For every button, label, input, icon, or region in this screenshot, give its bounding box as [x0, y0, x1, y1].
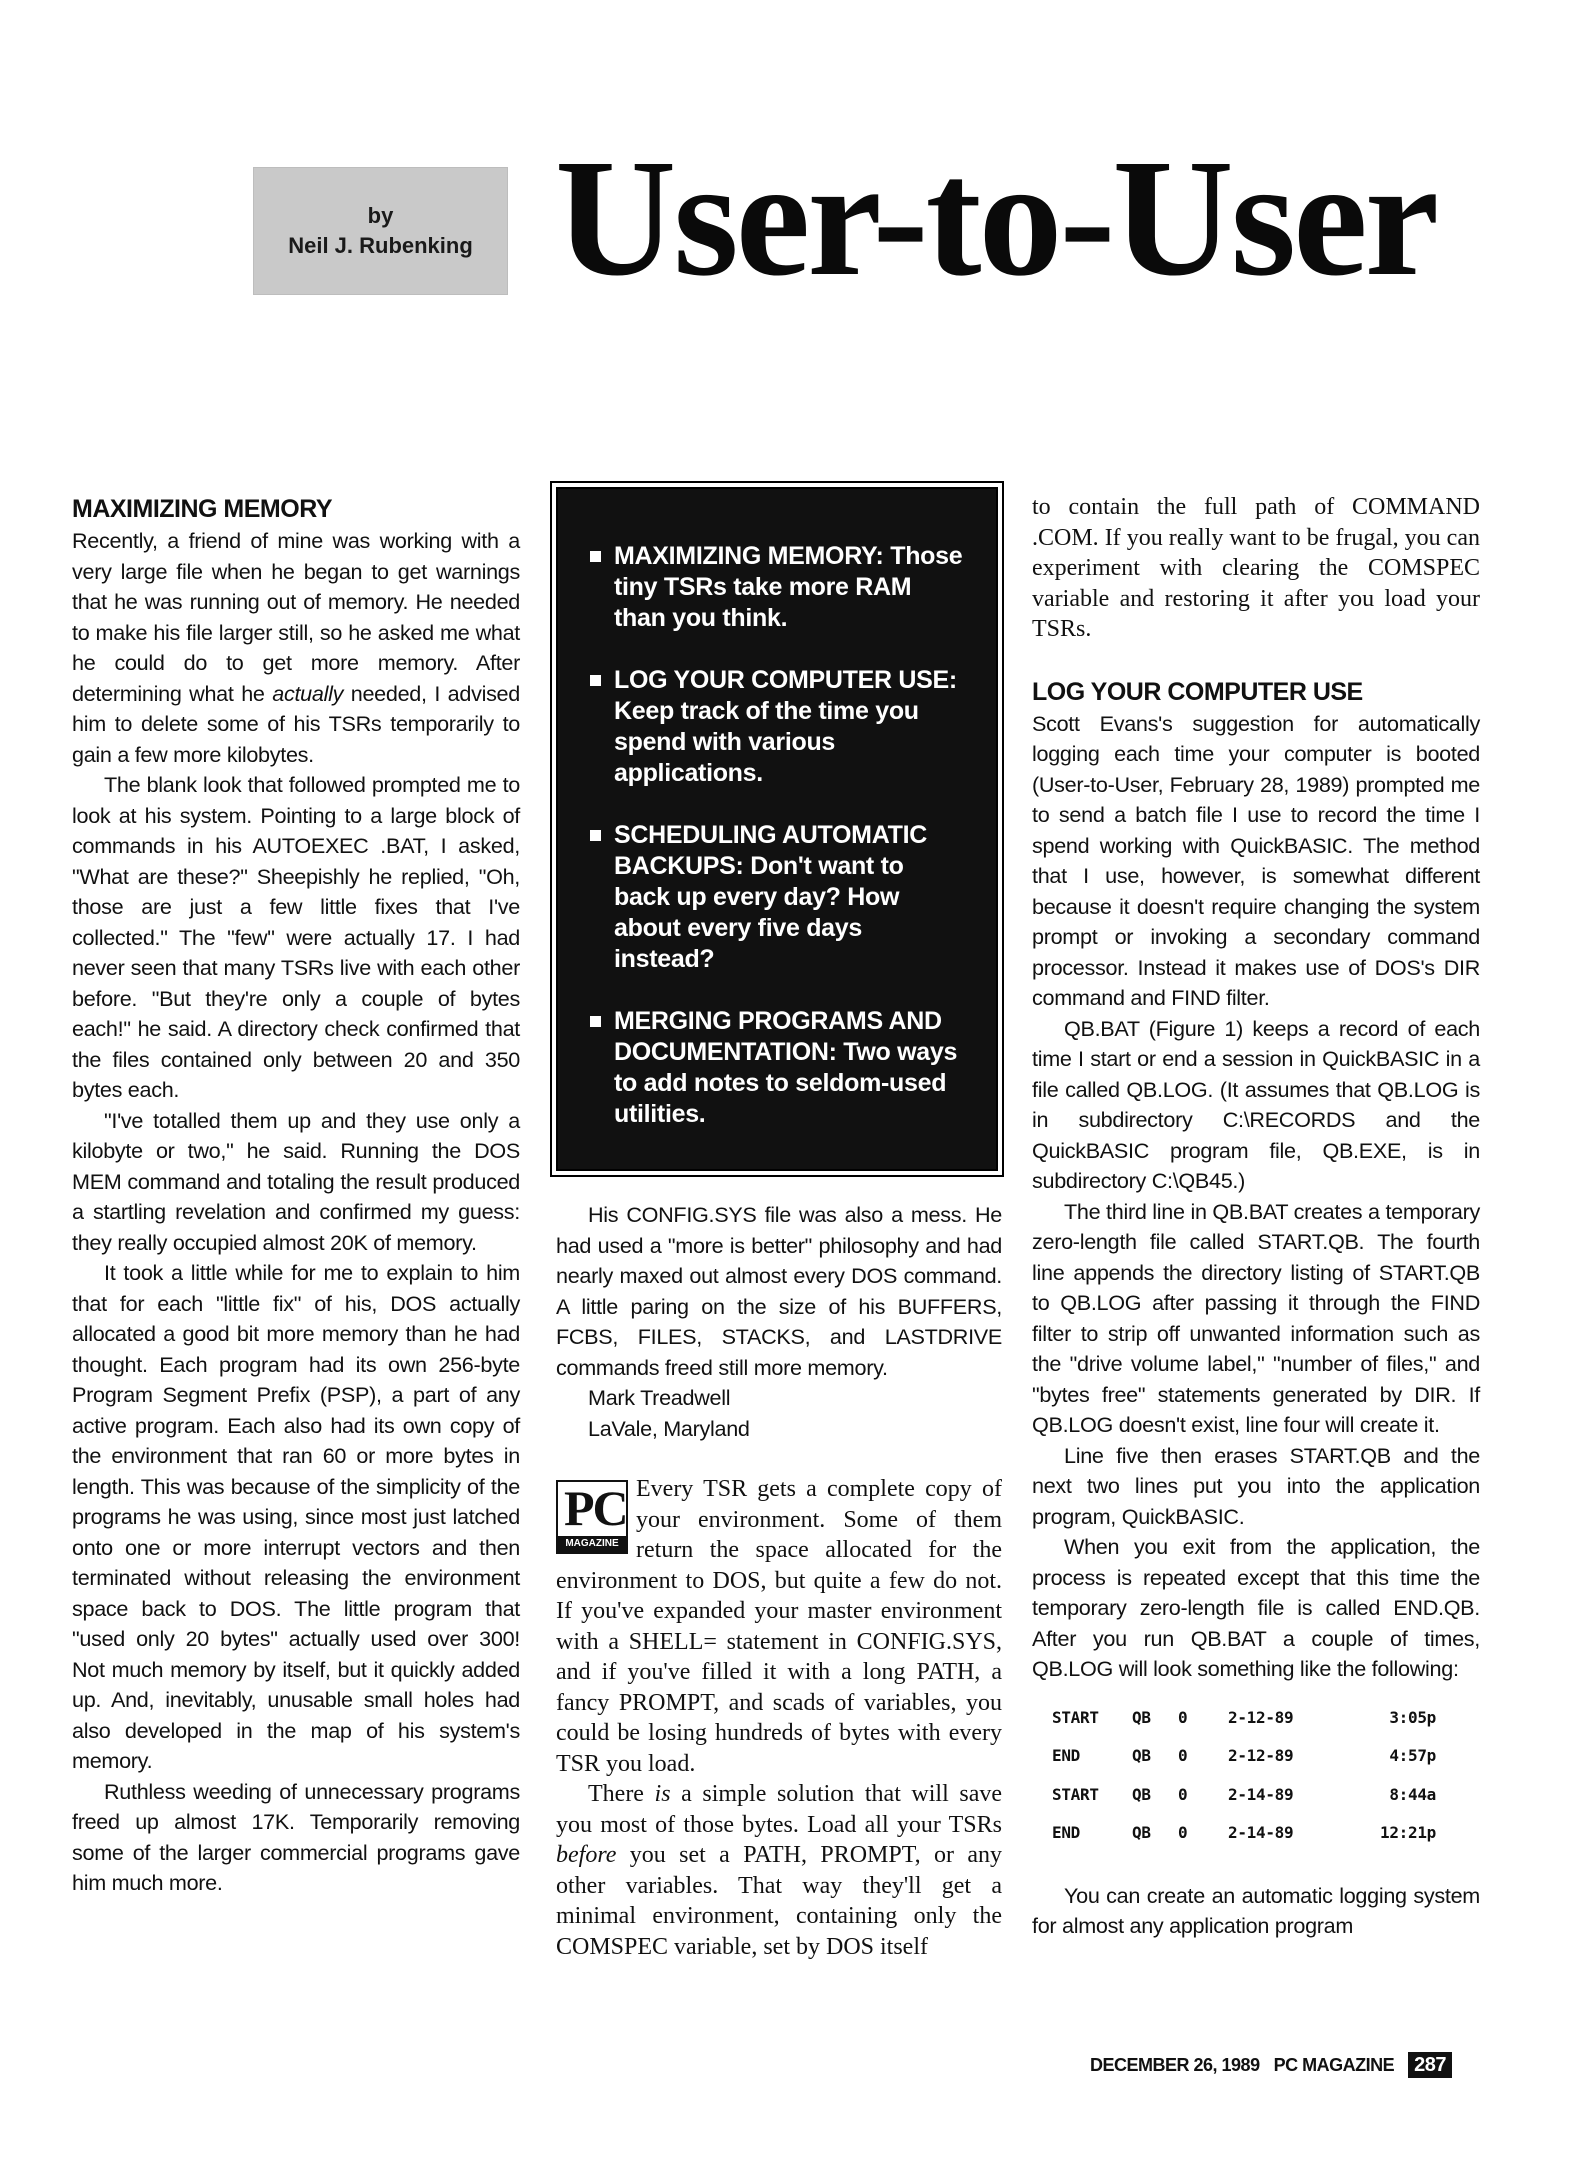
article1-paragraph-3: "I've totalled them up and they use only a kilobyte or two," he said. Running the DOS MEM command and totaling the result produced a startling revelation and confirmed my guess: they really occupied almost 20K of memory.	[72, 1107, 520, 1255]
log-row: START QB 0 2-12-89 3:05p	[1052, 1707, 1436, 1727]
article2-paragraph-3: The third line in QB.BAT creates a temporary zero-length file called START.QB. The fourth line appends the directory listing of START.QB to QB.LOG after passing it through the FIND filter to strip off unwanted information such as the "drive volume label," "number of files," and "bytes free" statements generated by DIR. If QB.LOG doesn't exist, line four will create it.	[1032, 1198, 1480, 1437]
article1-paragraph-2: The blank look that followed prompted me to look at his system. Pointing to a large block of commands in his AUTOEXEC .BAT, I asked, "What are these?" Sheepishly he replied, "Oh, those are just a few little fixes that I've collected." The "few" were actually 17. I had never seen that many TSRs live with each other before. "But they're only a couple of bytes each!" he said. A directory check confirmed that the files contained only between 20 and 350 bytes each.	[72, 772, 520, 1102]
footer-magazine: PC MAGAZINE	[1273, 2055, 1395, 2075]
left-column	[72, 492, 520, 1899]
square-bullet-icon	[590, 830, 601, 841]
reply-paragraph-2: There is a simple solution that will save you most of those bytes. Load all your TSRs before you set a PATH, PROMPT, or any other variables. That way they'll get a minimal environment, containing only the COMSPEC variable, set by DOS itself	[556, 1781, 1002, 1960]
article2-paragraph-6: You can create an automatic logging system for almost any application program	[1032, 1882, 1480, 1938]
heading-maximizing-memory: MAXIMIZING MEMORY	[72, 495, 333, 523]
reply-paragraph-2-continued: to contain the full path of COMMAND .COM. If you really want to be frugal, you can experiment with clearing the COMSPEC variable and restoring it after you load your TSRs.	[1032, 494, 1480, 642]
log-row: START QB 0 2-14-89 8:44a	[1052, 1784, 1436, 1804]
article2-paragraph-5: When you exit from the application, the process is repeated except that this time the temporary zero-length file is called END.QB. After you run QB.BAT a couple of times, QB.LOG will look something like the following:	[1032, 1534, 1480, 1681]
square-bullet-icon	[590, 551, 601, 562]
reply-paragraph-1: Every TSR gets a complete copy of your environment. Some of them return the space allocated for the environment to DOS, but quite a few do not. If you've expanded your master environment with a SHELL= statement in CONFIG.SYS, and if you've filled it with a long PATH, a fancy PROMPT, and scads of variables, you could be losing hundreds of bytes with every TSR you load.	[556, 1476, 1002, 1777]
log-row: END QB 0 2-14-89 12:21p	[1052, 1823, 1436, 1842]
page-footer	[1090, 2052, 1452, 2078]
byline-box	[253, 167, 508, 295]
sidebar-item: SCHEDULING AUTOMATIC BACKUPS: Don't want to back up every day? How about every five days instead?	[588, 820, 966, 975]
qb-log-listing	[1052, 1699, 1436, 1853]
sidebar-item: MAXIMIZING MEMORY: Those tiny TSRs take more RAM than you think.	[588, 541, 966, 634]
square-bullet-icon	[590, 675, 601, 686]
footer-date: DECEMBER 26, 1989	[1090, 2055, 1260, 2075]
square-bullet-icon	[590, 1016, 601, 1027]
right-column	[1032, 492, 1480, 1942]
page-number: 287	[1408, 2052, 1452, 2078]
article2-paragraph-2: QB.BAT (Figure 1) keeps a record of each time I start or end a session in QuickBASIC in a file called QB.LOG. (It assumes that QB.LOG is in subdirectory C:\RECORDS and the QuickBASIC program file, QB.EXE, is in subdirectory C:\QB45.)	[1032, 1015, 1480, 1193]
pc-magazine-logo: PC MAGAZINE	[556, 1480, 628, 1554]
middle-column	[556, 1200, 1002, 1962]
sidebar-item: LOG YOUR COMPUTER USE: Keep track of the time you spend with various applications.	[588, 665, 966, 789]
heading-log-computer-use: LOG YOUR COMPUTER USE	[1032, 677, 1363, 706]
signature-place: LaVale, Maryland	[588, 1415, 750, 1441]
article1-paragraph-4: It took a little while for me to explain to him that for each "little fix" of his, DOS actually allocated a good bit more memory than he had thought. Each program had its own 256-byte Program Segment Prefix (PSP), a part of any active program. Each also had its own copy of the environment that ran 60 or more bytes in length. This was because of the simplicity of the programs he was using, since most just latched onto one or more interrupt vectors and then terminated without releasing the environment space back to DOS. The little program that "used only 20 bytes" actually used over 300! Not much memory by itself, but it quickly added up. And, inevitably, unusable small holes had also developed in the map of his system's memory.	[72, 1260, 520, 1773]
byline-author: Neil J. Rubenking	[288, 233, 473, 258]
byline-by: by	[367, 203, 394, 228]
article1-paragraph-6: His CONFIG.SYS file was also a mess. He had used a "more is better" philosophy and had nearly maxed out almost every DOS command. A little paring on the size of his BUFFERS, FCBS, FILES, STACKS, and LASTDRIVE commands freed still more memory.	[556, 1202, 1002, 1380]
article1-paragraph-5: Ruthless weeding of unnecessary programs freed up almost 17K. Temporarily removing some of the larger commercial programs gave him much more.	[72, 1778, 520, 1895]
article2-paragraph-4: Line five then erases START.QB and the next two lines put you into the application program, QuickBASIC.	[1032, 1442, 1480, 1529]
sidebar-item: MERGING PROGRAMS AND DOCUMENTATION: Two ways to add notes to seldom-used utilities.	[588, 1006, 966, 1130]
article1-paragraph-1: Recently, a friend of mine was working with a very large file when he began to get warnings that he was running out of memory. He needed to make his file larger still, so he asked me what he could do to get more memory. After determining what he actually needed, I advised him to delete some of his TSRs temporarily to gain a few more kilobytes.	[72, 528, 520, 767]
editor-reply	[556, 1474, 1002, 1962]
page-title: User-to-User	[555, 125, 1437, 311]
article2-paragraph-1: Scott Evans's suggestion for automatically logging each time your computer is booted (User-to-User, February 28, 1989) prompted me to send a batch file I use to record the time I spend working with QuickBASIC. The method that I use, however, is somewhat different because it doesn't require changing the system prompt or invoking a secondary command processor. Instead it makes use of DOS's DIR command and FIND filter.	[1032, 710, 1480, 1010]
contents-sidebar	[556, 487, 998, 1171]
signature-name: Mark Treadwell	[588, 1385, 731, 1410]
sidebar-list	[558, 489, 996, 1130]
log-row: END QB 0 2-12-89 4:57p	[1052, 1746, 1436, 1765]
